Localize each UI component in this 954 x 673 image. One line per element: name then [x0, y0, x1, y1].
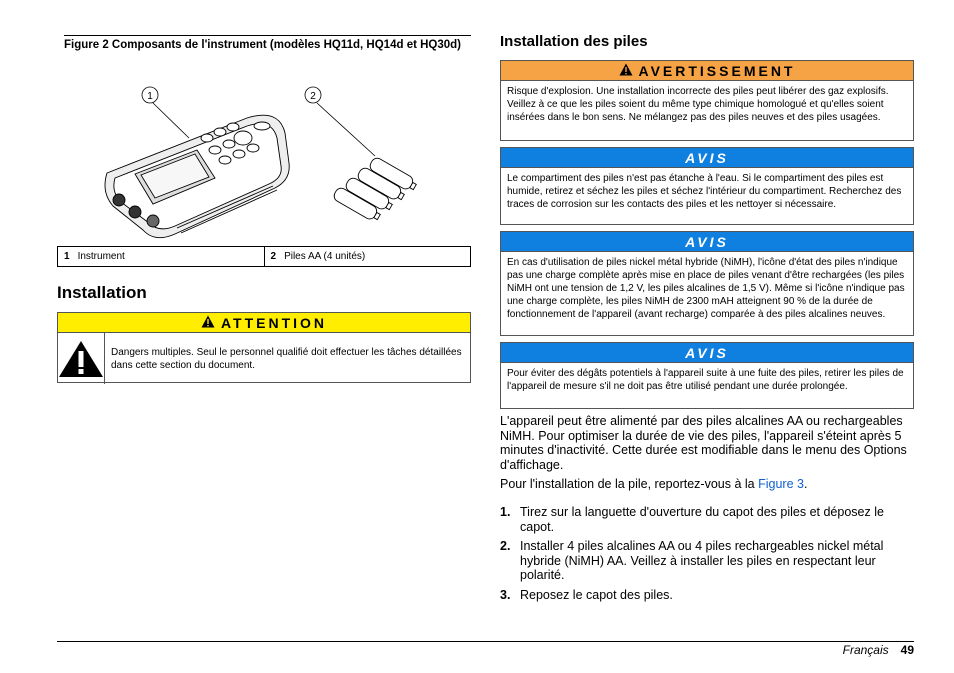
step-number: 3. — [500, 587, 511, 602]
attention-box — [57, 312, 471, 383]
page-number: 49 — [900, 643, 914, 657]
warning-triangle-icon — [619, 63, 633, 79]
attention-bar — [58, 313, 470, 333]
avis-text: Pour éviter des dégâts potentiels à l'appareil suite à une fuite des piles, retirer les piles de l'appareil de mesure s'il ne doit pas être utilisé pendant une durée prolongée. — [507, 368, 904, 392]
footer-rule — [57, 641, 914, 642]
footer-language: Français — [842, 643, 889, 657]
avis-box-2 — [500, 231, 914, 336]
intro-paragraph: L'appareil peut être alimenté par des piles alcalines AA ou rechargeables NiMH. Pour optimiser la durée de vie des piles, l'appareil s'éteint après 5 minutes d'inactivité. Cette durée est modifiable dans le menu des Options d'affichage. — [500, 414, 907, 472]
step-text: Installer 4 piles alcalines AA ou 4 piles rechargeables nickel métal hybride (NiMH) AA. Veillez à installer les piles en respectant leur polarité. — [520, 539, 884, 582]
avis-bar: AVIS — [501, 343, 913, 363]
legend-item — [264, 247, 471, 266]
avis-bar: AVIS — [501, 148, 913, 168]
avis-text: Le compartiment des piles n'est pas étanche à l'eau. Si le compartiment des piles est humide, retirez et séchez les piles et séchez l'intérieur du compartiment. Recherchez des traces de corrosion sur les contacts des piles et les nettoyer si nécessaire. — [507, 173, 902, 210]
step-item — [500, 588, 914, 603]
batteries-drawing — [332, 156, 418, 223]
reference-paragraph — [500, 477, 914, 492]
figure-3-link[interactable]: Figure 3 — [758, 477, 804, 491]
piles-heading: Installation des piles — [500, 33, 648, 50]
warning-triangle-icon — [201, 315, 215, 331]
callout-1: 1 — [147, 91, 153, 102]
step-item — [500, 539, 914, 583]
exclamation-warning-icon — [58, 333, 105, 384]
figure-caption: Figure 2 Composants de l'instrument (modèles HQ11d, HQ14d et HQ30d) — [64, 35, 471, 52]
reference-suffix: . — [803, 477, 808, 491]
avis-text: En cas d'utilisation de piles nickel métal hybride (NiMH), l'icône d'état des piles n'indique pas une charge complète après mise en place de piles venant d'être rechargées (les piles NiMH ont une tension de 1,2 V, les piles alcalines de 1,5 V). Même si l'icône n'indique pas une charge complète, les piles NiMH de 2300 mAH atteignent 90 % de la durée de fonctionnement de l'appareil (avant recharge) comparée à des piles alcalines neuves. — [507, 257, 905, 320]
step-number: 2. — [500, 539, 511, 553]
avertissement-box — [500, 60, 914, 141]
legend-number: 2 — [270, 251, 277, 262]
figure-legend-table — [57, 246, 471, 267]
instrument-drawing — [105, 115, 289, 238]
reference-text: Pour l'installation de la pile, reportez-vous à la — [500, 477, 759, 491]
avertissement-bar — [501, 61, 913, 81]
attention-text: Dangers multiples. Seul le personnel qualifié doit effectuer les tâches détaillées dans cette section du document. — [111, 346, 462, 371]
avis-box-1 — [500, 147, 914, 225]
legend-number: 1 — [64, 251, 70, 262]
page-footer — [843, 643, 914, 657]
attention-title: ATTENTION — [220, 314, 328, 331]
avertissement-title: AVERTISSEMENT — [638, 62, 796, 79]
avis-box-3 — [500, 342, 914, 409]
legend-label: Piles AA (4 unités) — [284, 251, 366, 262]
step-item — [500, 505, 914, 534]
installation-heading: Installation — [57, 283, 147, 302]
step-number: 1. — [500, 505, 511, 519]
step-text: Tirez sur la languette d'ouverture du capot des piles et déposez le capot. — [520, 505, 884, 534]
legend-item — [58, 247, 264, 266]
steps-list — [500, 505, 914, 607]
instrument-figure — [57, 78, 471, 244]
avis-bar: AVIS — [501, 232, 913, 252]
instrument-illustration — [57, 78, 471, 244]
step-text: Reposez le capot des piles. — [520, 587, 673, 602]
avertissement-text: Risque d'explosion. Une installation incorrecte des piles peut libérer des gaz explosifs. Veillez à ce que les piles soient du même type chimique homologué et qu'elles soient insérées dans le bon sens. Ne mélangez pas des piles neuves et des piles usagées. — [507, 86, 889, 123]
callout-2: 2 — [310, 91, 316, 102]
legend-label: Instrument — [77, 251, 125, 262]
